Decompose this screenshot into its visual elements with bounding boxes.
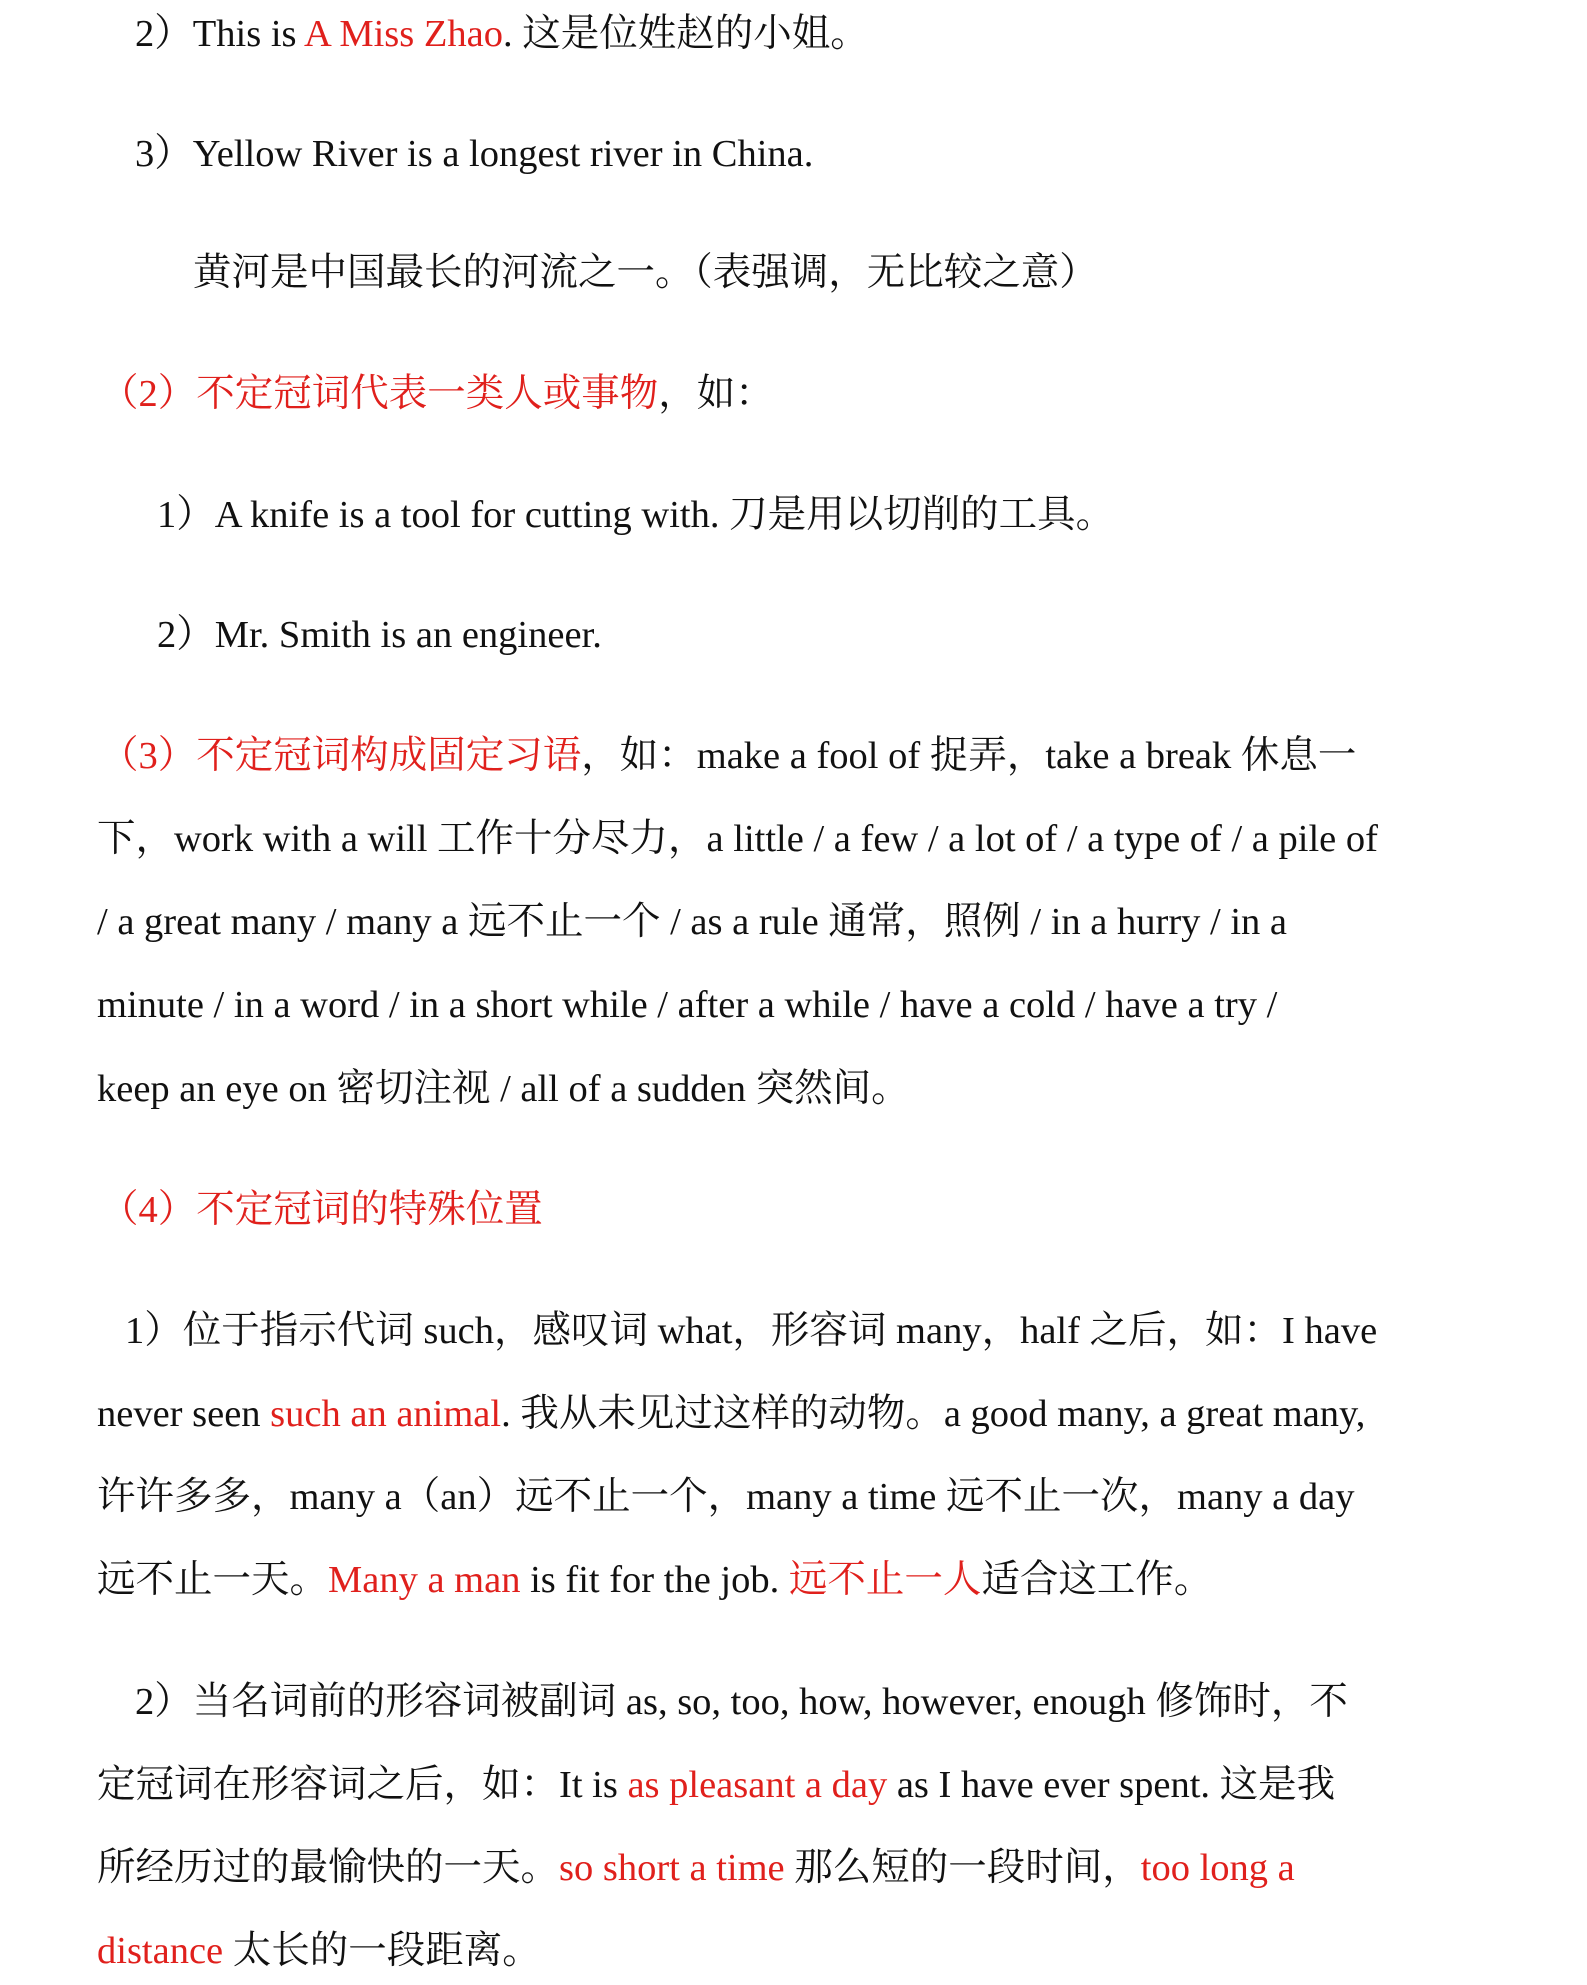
section-4-heading: （4）不定冠词的特殊位置	[100, 1189, 543, 1231]
highlight-as-pleasant-a-day: as pleasant a day	[627, 1764, 888, 1806]
example-item-2: 2）This is A Miss Zhao. 这是位姓赵的小姐。	[135, 13, 869, 55]
highlight-too-long-a: too long a	[1140, 1847, 1295, 1889]
section-4-p1-line-2: never seen such an animal. 我从未见过这样的动物。a good many, a great many,	[97, 1393, 1366, 1435]
section-4-p1-line-1: 1）位于指示代词 such，感叹词 what，形容词 many，half 之后，如：I have	[125, 1310, 1378, 1352]
section-4-p2-line-1: 2）当名词前的形容词被副词 as, so, too, how, however, enough 修饰时，不	[135, 1681, 1348, 1723]
highlight-more-than-one-person: 远不止一人	[788, 1559, 982, 1601]
section-4-p2-line-3: 所经历过的最愉快的一天。so short a time 那么短的一段时间，too long a	[97, 1847, 1295, 1889]
section-2-item-2: 2）Mr. Smith is an engineer.	[157, 614, 602, 656]
highlight-such-an-animal: such an animal	[270, 1393, 502, 1435]
example-item-3-translation: 黄河是中国最长的河流之一。（表强调，无比较之意）	[193, 252, 1098, 294]
section-4-p2-line-2: 定冠词在形容词之后，如：It is as pleasant a day as I have ever spent. 这是我	[97, 1764, 1336, 1806]
section-2-heading: （2）不定冠词代表一类人或事物，如：	[100, 373, 774, 415]
example-item-3: 3）Yellow River is a longest river in China.	[135, 133, 814, 175]
highlight-many-a-man: Many a man	[328, 1559, 521, 1601]
section-3-line-3: / a great many / many a 远不止一个 / as a rule 通常，照例 / in a hurry / in a	[97, 901, 1288, 943]
section-4-p1-line-4: 远不止一天。Many a man is fit for the job. 远不止一人适合这工作。	[97, 1559, 1213, 1601]
highlight-a-miss-zhao: A Miss Zhao	[304, 13, 503, 55]
section-3-heading: （3）不定冠词构成固定习语，如：make a fool of 捉弄，take a break 休息一	[100, 735, 1357, 777]
section-4-p1-line-3: 许许多多，many a（an）远不止一个，many a time 远不止一次，many a day	[97, 1476, 1355, 1518]
section-3-line-5: keep an eye on 密切注视 / all of a sudden 突然间。	[97, 1068, 910, 1110]
highlight-so-short-a-time: so short a time	[559, 1847, 785, 1889]
section-4-p2-line-4: distance 太长的一段距离。	[97, 1930, 541, 1972]
section-3-line-4: minute / in a word / in a short while / after a while / have a cold / have a try /	[97, 984, 1278, 1026]
section-3-line-2: 下，work with a will 工作十分尽力，a little / a few / a lot of / a type of / a pile of	[97, 818, 1378, 860]
highlight-distance: distance	[97, 1930, 224, 1972]
section-2-item-1: 1）A knife is a tool for cutting with. 刀是用以切削的工具。	[157, 494, 1115, 536]
